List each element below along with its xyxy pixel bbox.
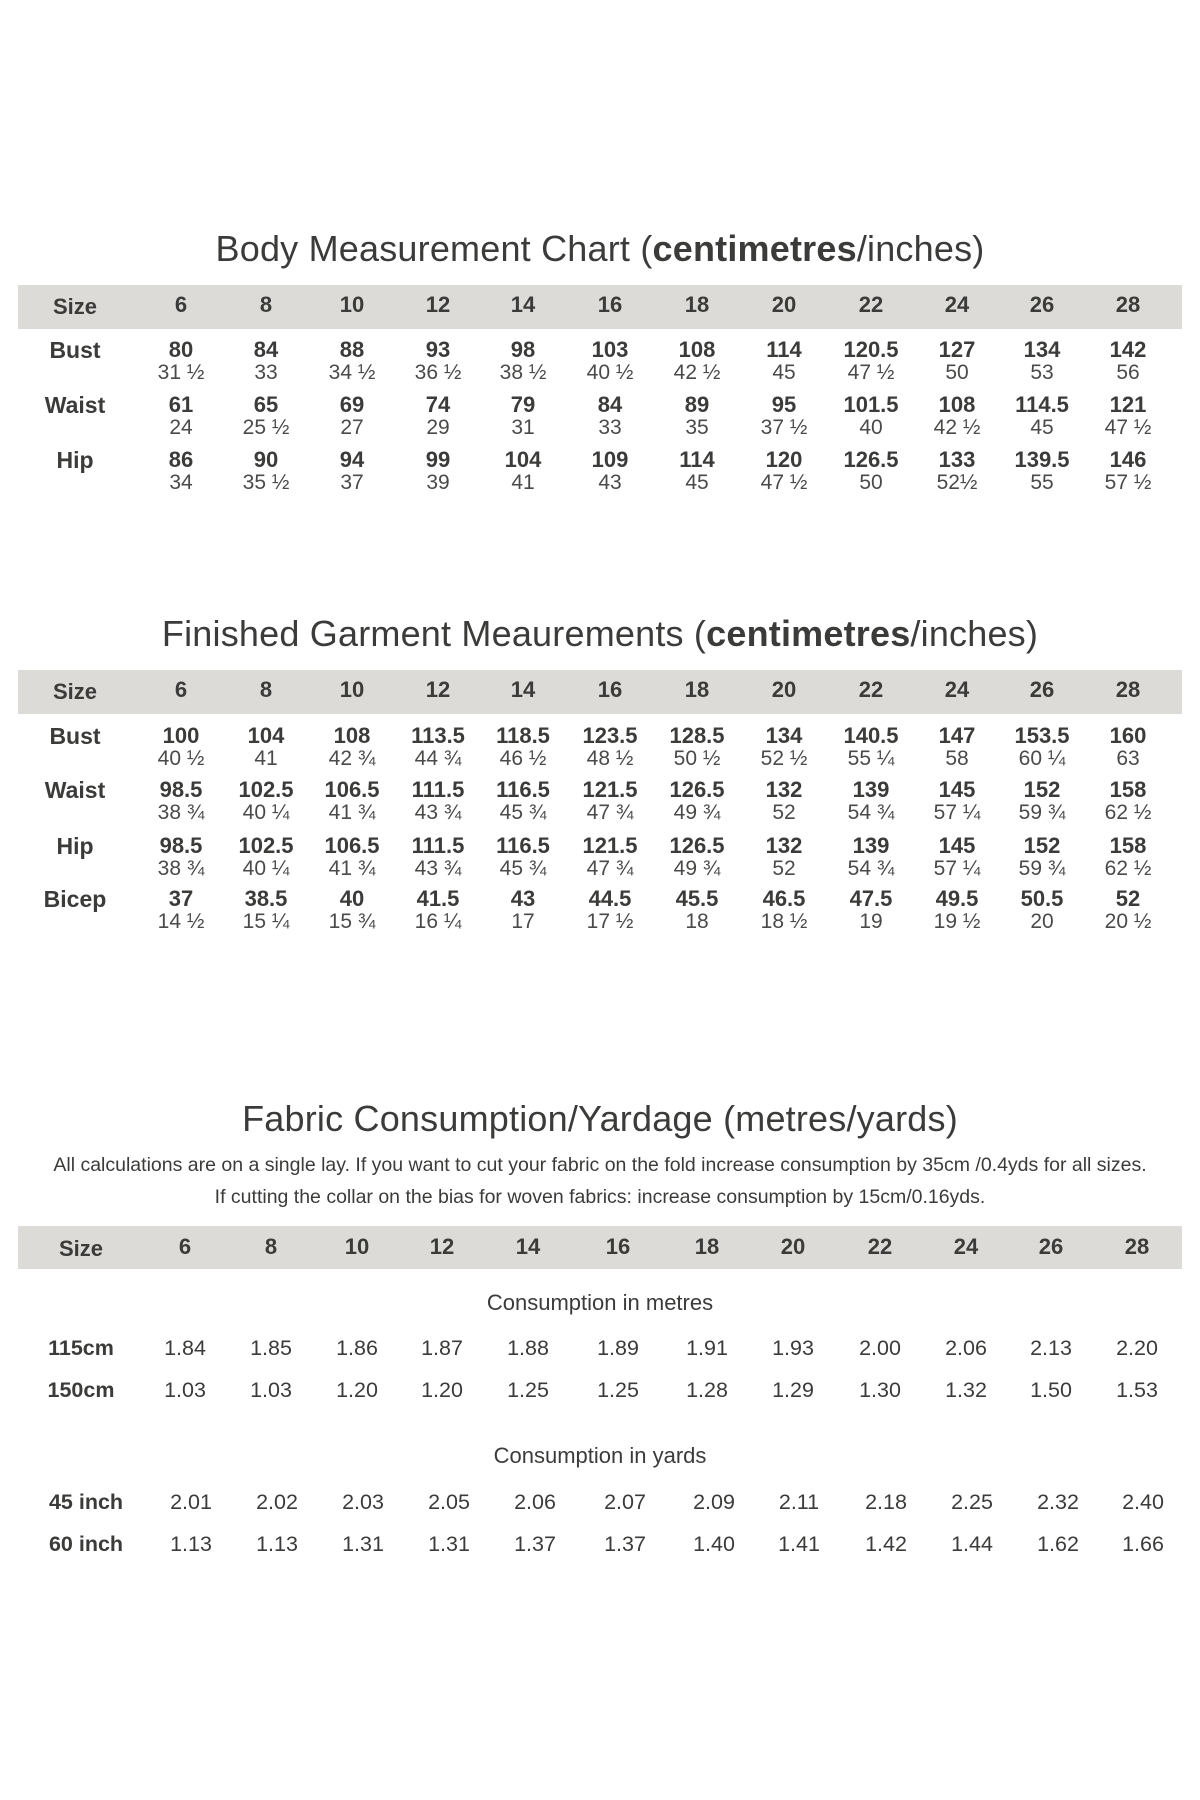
cm-value: 79 — [510, 392, 536, 417]
cm-value: 128.5 — [669, 723, 725, 748]
inch-value: 31 ½ — [157, 361, 205, 384]
inch-value: 54 ¾ — [847, 801, 895, 824]
cm-value: 147 — [938, 723, 976, 748]
inch-value: 16 ¼ — [414, 910, 462, 933]
cm-value: 153.5 — [1014, 723, 1070, 748]
cm-value: 152 — [1023, 833, 1061, 858]
cm-value: 102.5 — [238, 833, 294, 858]
size-header-10: 10 — [339, 292, 365, 317]
inch-value: 57 ¼ — [933, 801, 981, 824]
inch-value: 45 — [772, 361, 796, 384]
inch-value: 50 ½ — [673, 747, 721, 770]
size-header-6: 6 — [178, 1234, 192, 1259]
cm-value: 145 — [938, 777, 976, 802]
inch-value: 55 — [1030, 471, 1054, 494]
cm-value: 126.5 — [669, 777, 725, 802]
cm-value: 94 — [339, 447, 365, 472]
yards-value: 1.44 — [951, 1532, 993, 1556]
cm-value: 46.5 — [762, 886, 806, 911]
inch-value: 58 — [945, 747, 969, 770]
cm-value: 140.5 — [843, 723, 899, 748]
metres-value: 1.50 — [1030, 1378, 1072, 1402]
size-header-22: 22 — [858, 677, 884, 702]
cm-value: 99 — [425, 447, 451, 472]
yards-value: 1.31 — [342, 1532, 384, 1556]
inch-value: 43 — [598, 471, 622, 494]
title-prefix: Finished Garment Meaurements ( — [161, 613, 707, 654]
cm-value: 45.5 — [675, 886, 719, 911]
size-header-16: 16 — [597, 677, 623, 702]
inch-value: 59 ¾ — [1018, 857, 1066, 880]
inch-value: 17 ½ — [586, 910, 634, 933]
inch-value: 45 — [685, 471, 709, 494]
metres-value: 1.25 — [597, 1378, 639, 1402]
inch-value: 56 — [1116, 361, 1140, 384]
row-label-waist: Waist — [44, 777, 106, 803]
size-header-28: 28 — [1124, 1234, 1150, 1259]
size-header-label: Size — [52, 294, 98, 319]
inch-value: 40 ¼ — [242, 801, 290, 824]
inch-value: 40 ½ — [157, 747, 205, 770]
size-header-14: 14 — [510, 677, 536, 702]
yards-value: 2.02 — [256, 1490, 298, 1514]
cm-value: 152 — [1023, 777, 1061, 802]
inch-value: 20 ½ — [1104, 910, 1152, 933]
size-header-8: 8 — [259, 677, 273, 702]
cm-value: 50.5 — [1020, 886, 1064, 911]
cm-value: 139 — [852, 833, 890, 858]
cm-value: 86 — [168, 447, 194, 472]
size-header-16: 16 — [605, 1234, 631, 1259]
size-header-26: 26 — [1038, 1234, 1064, 1259]
metres-value: 1.29 — [772, 1378, 814, 1402]
cm-value: 121.5 — [582, 777, 638, 802]
fabric-chart-title: Fabric Consumption/Yardage (metres/yards) — [242, 1098, 958, 1139]
size-header-10: 10 — [344, 1234, 370, 1259]
cm-value: 74 — [425, 392, 451, 417]
inch-value: 40 ¼ — [242, 857, 290, 880]
yards-value: 1.13 — [170, 1532, 212, 1556]
cm-value: 98 — [510, 337, 536, 362]
cm-value: 127 — [938, 337, 976, 362]
inch-value: 43 ¾ — [414, 801, 462, 824]
size-header-8: 8 — [264, 1234, 278, 1259]
inch-value: 34 ½ — [328, 361, 376, 384]
inch-value: 38 ½ — [499, 361, 547, 384]
yards-value: 1.13 — [256, 1532, 298, 1556]
size-header-22: 22 — [858, 292, 884, 317]
yards-value: 2.05 — [428, 1490, 470, 1514]
size-header-6: 6 — [174, 292, 188, 317]
title-suffix: /inches) — [856, 228, 985, 269]
inch-value: 37 ½ — [760, 416, 808, 439]
inch-value: 48 ½ — [586, 747, 634, 770]
yards-value: 2.06 — [514, 1490, 556, 1514]
yards-value: 2.25 — [951, 1490, 993, 1514]
cm-value: 126.5 — [843, 447, 899, 472]
inch-value: 60 ¼ — [1018, 747, 1066, 770]
cm-value: 106.5 — [324, 777, 380, 802]
cm-value: 103 — [591, 337, 629, 362]
row-label-bust: Bust — [49, 723, 101, 749]
inch-value: 52 — [772, 801, 796, 824]
cm-value: 113.5 — [411, 723, 465, 748]
cm-value: 139 — [852, 777, 890, 802]
inch-value: 38 ¾ — [157, 801, 205, 824]
yards-value: 2.01 — [170, 1490, 212, 1514]
size-header-8: 8 — [259, 292, 273, 317]
inch-value: 34 — [169, 471, 193, 494]
cm-value: 108 — [938, 392, 976, 417]
metres-value: 1.87 — [421, 1336, 463, 1360]
size-header-18: 18 — [684, 677, 710, 702]
cm-value: 158 — [1109, 777, 1147, 802]
yards-value: 2.18 — [865, 1490, 907, 1514]
inch-value: 40 ½ — [586, 361, 634, 384]
cm-value: 65 — [253, 392, 279, 417]
cm-value: 108 — [333, 723, 371, 748]
yards-value: 1.66 — [1122, 1532, 1164, 1556]
inch-value: 45 ¾ — [499, 857, 547, 880]
size-header-label: Size — [52, 679, 98, 704]
inch-value: 52 ½ — [760, 747, 808, 770]
yards-value: 2.03 — [342, 1490, 384, 1514]
row-label-bust: Bust — [49, 337, 101, 363]
inch-value: 37 — [340, 471, 364, 494]
inch-value: 53 — [1030, 361, 1054, 384]
row-label-bicep: Bicep — [43, 886, 107, 912]
cm-value: 38.5 — [244, 886, 288, 911]
inch-value: 49 ¾ — [673, 857, 721, 880]
cm-value: 132 — [765, 833, 803, 858]
cm-value: 109 — [591, 447, 629, 472]
inch-value: 15 ¼ — [242, 910, 290, 933]
inch-value: 14 ½ — [157, 910, 205, 933]
inch-value: 47 ½ — [1104, 416, 1152, 439]
cm-value: 142 — [1109, 337, 1147, 362]
yards-value: 2.09 — [693, 1490, 735, 1514]
metres-value: 1.85 — [250, 1336, 292, 1360]
cm-value: 118.5 — [496, 723, 550, 748]
metres-value: 1.20 — [421, 1378, 463, 1402]
size-header-24: 24 — [944, 292, 970, 317]
metres-value: 1.91 — [686, 1336, 728, 1360]
inch-value: 27 — [340, 416, 364, 439]
size-header-20: 20 — [771, 292, 797, 317]
size-header-14: 14 — [510, 292, 536, 317]
cm-value: 121.5 — [582, 833, 638, 858]
inch-value: 55 ¼ — [847, 747, 895, 770]
inch-value: 52½ — [936, 471, 978, 494]
row-label-60-inch: 60 inch — [48, 1532, 124, 1556]
size-header-26: 26 — [1029, 677, 1055, 702]
fabric-note-single-lay: All calculations are on a single lay. If you want to cut your fabric on the fold increase consumption by 35cm /0.4yds for all sizes. — [53, 1154, 1147, 1176]
cm-value: 120.5 — [843, 337, 899, 362]
inch-value: 41 ¾ — [328, 801, 376, 824]
cm-value: 69 — [339, 392, 365, 417]
yards-value: 1.40 — [693, 1532, 735, 1556]
size-header-20: 20 — [780, 1234, 806, 1259]
cm-value: 88 — [339, 337, 365, 362]
row-label-hip: Hip — [56, 447, 94, 473]
cm-value: 108 — [678, 337, 716, 362]
inch-value: 35 — [685, 416, 709, 439]
cm-value: 121 — [1109, 392, 1147, 417]
metres-value: 1.03 — [164, 1378, 206, 1402]
yards-heading: Consumption in yards — [493, 1443, 707, 1468]
title-prefix: Body Measurement Chart ( — [215, 228, 653, 269]
cm-value: 134 — [1023, 337, 1061, 362]
size-header-12: 12 — [425, 292, 451, 317]
metres-value: 1.89 — [597, 1336, 639, 1360]
metres-value: 1.88 — [507, 1336, 549, 1360]
cm-value: 134 — [765, 723, 803, 748]
inch-value: 50 — [859, 471, 883, 494]
inch-value: 33 — [598, 416, 622, 439]
inch-value: 33 — [254, 361, 278, 384]
inch-value: 40 — [859, 416, 883, 439]
metres-value: 2.20 — [1116, 1336, 1158, 1360]
size-header-18: 18 — [684, 292, 710, 317]
size-header-12: 12 — [425, 677, 451, 702]
cm-value: 126.5 — [669, 833, 725, 858]
inch-value: 19 ½ — [933, 910, 981, 933]
garment-chart-title — [0, 613, 1200, 655]
metres-value: 1.86 — [336, 1336, 378, 1360]
cm-value: 114 — [766, 337, 802, 362]
metres-value: 1.93 — [772, 1336, 814, 1360]
cm-value: 158 — [1109, 833, 1147, 858]
cm-value: 111.5 — [411, 833, 465, 858]
yards-value: 2.11 — [778, 1490, 820, 1514]
metres-value: 2.06 — [945, 1336, 987, 1360]
inch-value: 31 — [511, 416, 535, 439]
yards-value: 1.37 — [604, 1532, 646, 1556]
inch-value: 62 ½ — [1104, 857, 1152, 880]
inch-value: 63 — [1116, 747, 1140, 770]
inch-value: 62 ½ — [1104, 801, 1152, 824]
inch-value: 52 — [772, 857, 796, 880]
inch-value: 45 — [1030, 416, 1054, 439]
row-label-hip: Hip — [56, 833, 94, 859]
inch-value: 35 ½ — [242, 471, 290, 494]
inch-value: 36 ½ — [414, 361, 462, 384]
yards-value: 1.62 — [1037, 1532, 1079, 1556]
size-header-28: 28 — [1115, 677, 1141, 702]
inch-value: 49 ¾ — [673, 801, 721, 824]
cm-value: 95 — [771, 392, 797, 417]
cm-value: 43 — [510, 886, 536, 911]
cm-value: 120 — [765, 447, 803, 472]
yards-value: 1.41 — [778, 1532, 820, 1556]
cm-value: 98.5 — [159, 777, 203, 802]
size-header-16: 16 — [597, 292, 623, 317]
cm-value: 116.5 — [496, 777, 550, 802]
size-header-label: Size — [58, 1236, 104, 1261]
cm-value: 123.5 — [582, 723, 638, 748]
inch-value: 47 ¾ — [586, 857, 634, 880]
cm-value: 146 — [1109, 447, 1147, 472]
cm-value: 37 — [168, 886, 194, 911]
inch-value: 42 ¾ — [328, 747, 376, 770]
cm-value: 104 — [247, 723, 285, 748]
metres-value: 1.20 — [336, 1378, 378, 1402]
cm-value: 101.5 — [843, 392, 899, 417]
inch-value: 19 — [859, 910, 883, 933]
cm-value: 111.5 — [411, 777, 465, 802]
inch-value: 20 — [1030, 910, 1054, 933]
inch-value: 18 ½ — [760, 910, 808, 933]
size-header-22: 22 — [867, 1234, 893, 1259]
size-header-14: 14 — [515, 1234, 541, 1259]
inch-value: 42 ½ — [933, 416, 981, 439]
inch-value: 39 — [426, 471, 450, 494]
metres-heading: Consumption in metres — [486, 1290, 714, 1315]
inch-value: 44 ¾ — [414, 747, 462, 770]
title-suffix: /inches) — [910, 613, 1039, 654]
inch-value: 46 ½ — [499, 747, 547, 770]
inch-value: 43 ¾ — [414, 857, 462, 880]
cm-value: 114 — [679, 447, 715, 472]
cm-value: 93 — [425, 337, 451, 362]
cm-value: 90 — [253, 447, 279, 472]
row-label-150cm: 150cm — [47, 1378, 115, 1402]
inch-value: 54 ¾ — [847, 857, 895, 880]
cm-value: 133 — [938, 447, 976, 472]
cm-value: 139.5 — [1014, 447, 1070, 472]
metres-value: 1.53 — [1116, 1378, 1158, 1402]
cm-value: 84 — [597, 392, 623, 417]
cm-value: 41.5 — [416, 886, 460, 911]
body-chart-title — [0, 228, 1200, 270]
inch-value: 41 ¾ — [328, 857, 376, 880]
cm-value: 104 — [504, 447, 542, 472]
inch-value: 42 ½ — [673, 361, 721, 384]
cm-value: 116.5 — [496, 833, 550, 858]
inch-value: 57 ¼ — [933, 857, 981, 880]
cm-value: 44.5 — [588, 886, 632, 911]
fabric-note-bias-collar: If cutting the collar on the bias for woven fabrics: increase consumption by 15cm/0.16yds. — [214, 1186, 986, 1208]
size-header-20: 20 — [771, 677, 797, 702]
yards-value: 2.07 — [604, 1490, 646, 1514]
row-label-45-inch: 45 inch — [48, 1490, 124, 1514]
inch-value: 38 ¾ — [157, 857, 205, 880]
inch-value: 24 — [169, 416, 193, 439]
inch-value: 17 — [511, 910, 535, 933]
inch-value: 25 ½ — [242, 416, 290, 439]
metres-value: 1.30 — [859, 1378, 901, 1402]
inch-value: 18 — [685, 910, 709, 933]
row-label-waist: Waist — [44, 392, 106, 418]
cm-value: 145 — [938, 833, 976, 858]
size-header-10: 10 — [339, 677, 365, 702]
size-header-24: 24 — [953, 1234, 979, 1259]
inch-value: 47 ¾ — [586, 801, 634, 824]
row-label-115cm: 115cm — [48, 1336, 114, 1360]
inch-value: 47 ½ — [847, 361, 895, 384]
yards-value: 1.31 — [428, 1532, 470, 1556]
cm-value: 49.5 — [935, 886, 979, 911]
cm-value: 100 — [162, 723, 200, 748]
metres-value: 1.28 — [686, 1378, 728, 1402]
metres-value: 1.84 — [164, 1336, 206, 1360]
inch-value: 57 ½ — [1104, 471, 1152, 494]
size-header-12: 12 — [429, 1234, 455, 1259]
metres-value: 2.13 — [1030, 1336, 1072, 1360]
yards-value: 2.32 — [1037, 1490, 1079, 1514]
cm-value: 98.5 — [159, 833, 203, 858]
yards-value: 1.37 — [514, 1532, 556, 1556]
metres-value: 1.25 — [507, 1378, 549, 1402]
cm-value: 80 — [168, 337, 194, 362]
inch-value: 41 — [511, 471, 535, 494]
inch-value: 45 ¾ — [499, 801, 547, 824]
size-header-18: 18 — [694, 1234, 720, 1259]
inch-value: 29 — [426, 416, 450, 439]
metres-value: 2.00 — [859, 1336, 901, 1360]
cm-value: 89 — [684, 392, 710, 417]
inch-value: 59 ¾ — [1018, 801, 1066, 824]
size-header-6: 6 — [174, 677, 188, 702]
cm-value: 47.5 — [849, 886, 893, 911]
cm-value: 102.5 — [238, 777, 294, 802]
cm-value: 40 — [339, 886, 365, 911]
cm-value: 132 — [765, 777, 803, 802]
inch-value: 15 ¾ — [328, 910, 376, 933]
cm-value: 61 — [168, 392, 194, 417]
cm-value: 84 — [253, 337, 279, 362]
size-header-26: 26 — [1029, 292, 1055, 317]
inch-value: 50 — [945, 361, 969, 384]
cm-value: 160 — [1109, 723, 1147, 748]
size-header-24: 24 — [944, 677, 970, 702]
yards-value: 1.42 — [865, 1532, 907, 1556]
inch-value: 41 — [254, 747, 278, 770]
cm-value: 106.5 — [324, 833, 380, 858]
title-bold-unit: centimetres — [652, 228, 857, 269]
inch-value: 47 ½ — [760, 471, 808, 494]
cm-value: 114.5 — [1015, 392, 1069, 417]
size-header-28: 28 — [1115, 292, 1141, 317]
cm-value: 52 — [1115, 886, 1141, 911]
metres-value: 1.32 — [945, 1378, 987, 1402]
metres-value: 1.03 — [250, 1378, 292, 1402]
title-bold-unit: centimetres — [706, 613, 911, 654]
yards-value: 2.40 — [1122, 1490, 1164, 1514]
